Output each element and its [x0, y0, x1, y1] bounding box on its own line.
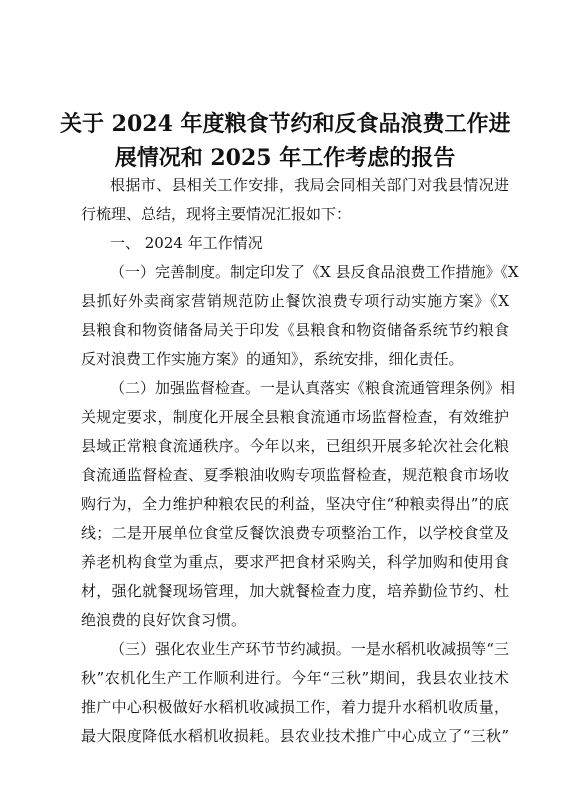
para-3-line-4: 最大限度降低水稻机收损耗。县农业技术推广中心成立了“三秋”	[81, 727, 509, 745]
section-heading: 一、 2024 年工作情况	[110, 234, 263, 252]
para-2-line-9: 绝浪费的良好饮食习惯。	[81, 611, 247, 629]
para-2-line-5: 购行为，全力维护种粮农民的利益，坚决守住“种粮卖得出”的底	[81, 495, 509, 513]
para-1-line-3: 县粮食和物资储备局关于印发《县粮食和物资储备系统节约粮食	[81, 321, 509, 339]
intro-line-1: 根据市、县相关工作安排，我局会同相关部门对我县情况进	[110, 176, 509, 194]
para-3-line-1: （三）强化农业生产环节节约减损。一是水稻机收减损等“三	[110, 640, 509, 658]
para-1-line-2: 县抓好外卖商家营销规范防止餐饮浪费专项行动实施方案》《X	[81, 292, 509, 310]
document-title-line-2: 展情况和 2025 年工作考虑的报告	[114, 145, 456, 171]
para-2-line-3: 县域正常粮食流通秩序。今年以来，已组织开展多轮次社会化粮	[81, 437, 509, 455]
para-1-line-1: （一）完善制度。制定印发了《X 县反食品浪费工作措施》《X	[110, 263, 519, 281]
intro-line-2: 行梳理、总结，现将主要情况汇报如下：	[81, 205, 352, 223]
para-3-line-2: 秋”农机化生产工作顺利进行。今年“三秋”期间，我县农业技术	[81, 669, 509, 687]
para-2-line-4: 食流通监督检查、夏季粮油收购专项监督检查，规范粮食市场收	[81, 466, 509, 484]
para-2-line-6: 线；二是开展单位食堂反餐饮浪费专项整治工作，以学校食堂及	[81, 524, 509, 542]
para-1-line-4: 反对浪费工作实施方案》的通知》，系统安排，细化责任。	[81, 350, 464, 368]
para-2-line-8: 材，强化就餐现场管理，加大就餐检查力度，培养勤俭节约、杜	[81, 582, 509, 600]
para-3-line-3: 推广中心积极做好水稻机收减损工作，着力提升水稻机收质量，	[81, 698, 509, 716]
document-title-line-1: 关于 2024 年度粮食节约和反食品浪费工作进	[60, 111, 511, 137]
para-2-line-7: 养老机构食堂为重点，要求严把食材采购关，科学加购和使用食	[81, 553, 509, 571]
para-2-line-1: （二）加强监督检查。一是认真落实《粮食流通管理条例》相	[110, 379, 516, 397]
para-2-line-2: 关规定要求，制度化开展全县粮食流通市场监督检查，有效维护	[81, 408, 509, 426]
